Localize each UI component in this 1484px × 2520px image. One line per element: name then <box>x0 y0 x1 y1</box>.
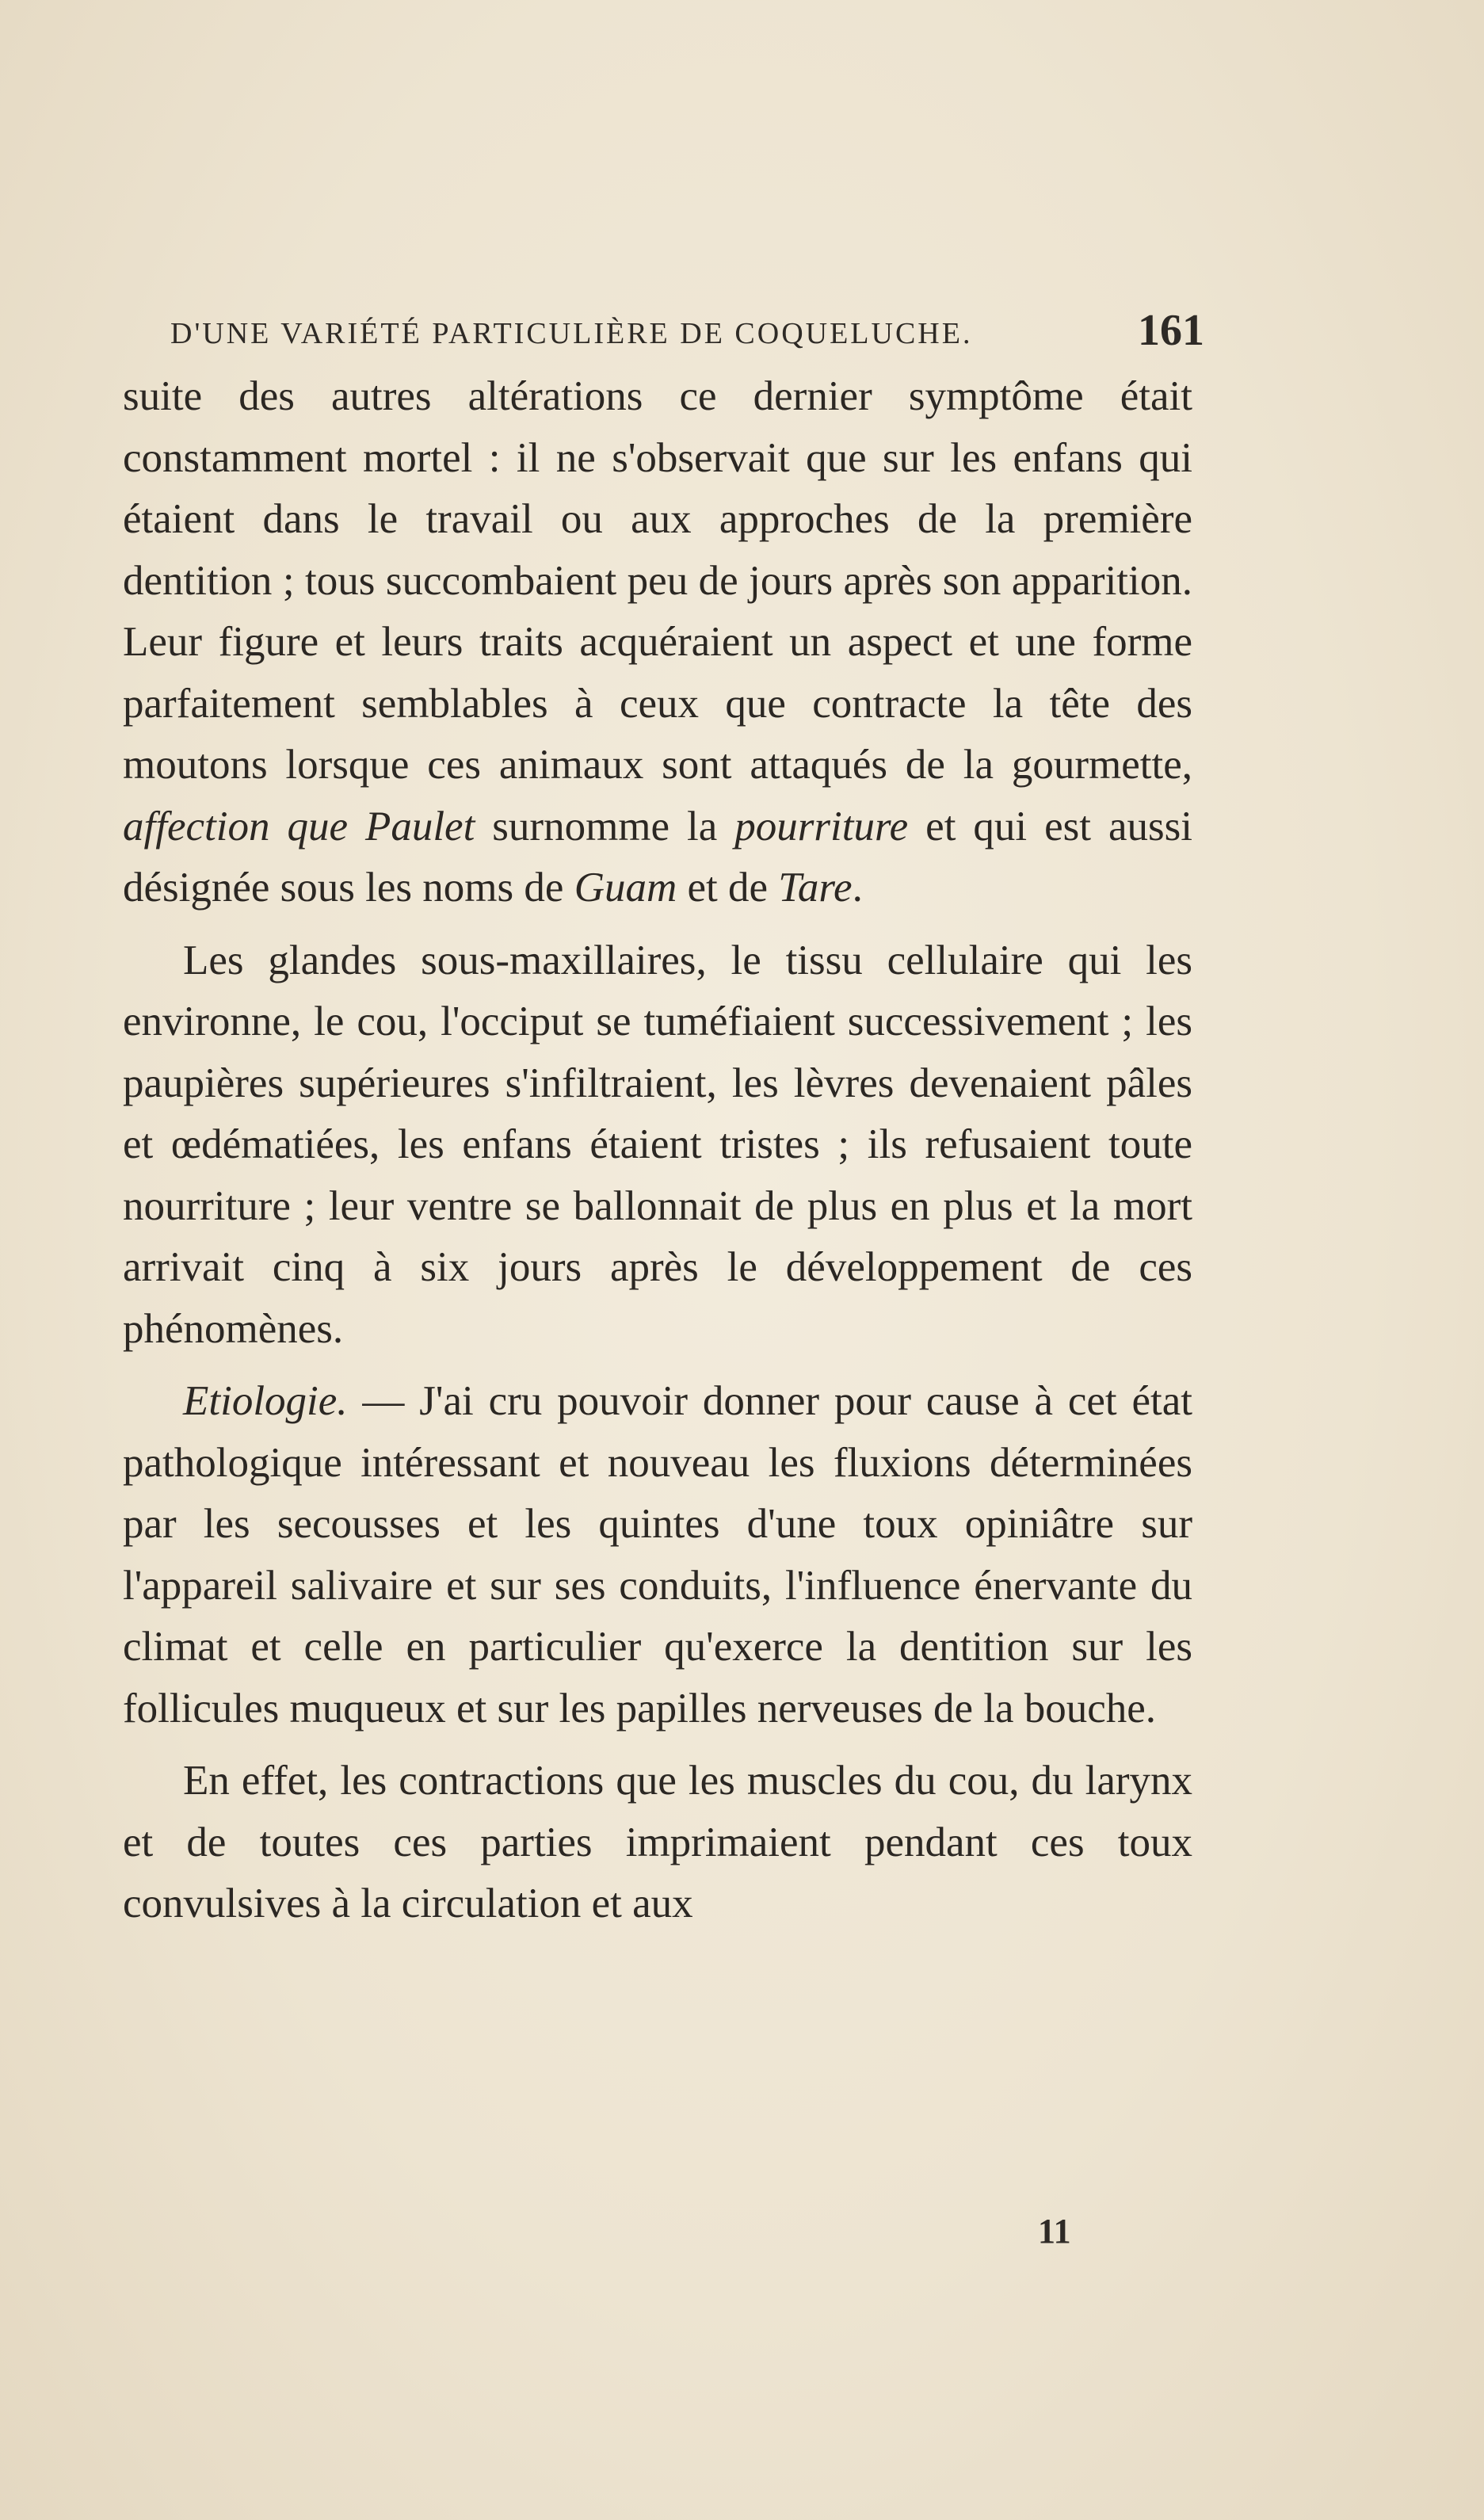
text-run: — J'ai cru pouvoir donner pour cause à cet état pathologique intéressant et nouveau les fluxions déterminées par les secousses et les quintes d'une toux opiniâtre sur l'appareil salivaire et sur ses conduits, l'influence énervante du climat et celle en particulier qu'exerce la dentition sur les follicules muqueux et sur les papilles nerveuses de la bouche. <box>123 1378 1192 1732</box>
text-run: et qui est aussi désignée sous les noms de <box>123 803 1193 911</box>
running-head: D'UNE VARIÉTÉ PARTICULIÈRE DE COQUELUCHE. <box>170 317 973 350</box>
page-header <box>170 305 1204 361</box>
text-run: suite des autres altérations ce dernier symptôme était constamment mortel : il ne s'observait que sur les enfans qui étaient dans le travail ou aux approches de la première dentition ; tous succombaient peu de jours après son apparition. Leur figure et leurs traits acquéraient un aspect et une forme parfaitement semblables à ceux que contracte la tête des moutons lorsque ces animaux sont attaqués de la gourmette, <box>123 373 1192 788</box>
italic-text: Etiologie. <box>183 1378 348 1424</box>
text-run: surnomme la <box>475 803 735 850</box>
text-run: . <box>852 865 863 911</box>
italic-text: Tare <box>778 865 853 911</box>
italic-text: pourriture <box>734 803 909 850</box>
paragraph <box>123 1371 1192 1739</box>
paragraph <box>123 1751 1192 1935</box>
paragraph <box>123 930 1192 1361</box>
page-number: 161 <box>1138 306 1204 355</box>
text-run: et de <box>677 865 779 911</box>
paragraph <box>123 366 1192 919</box>
text-run: Les glandes sous-maxillaires, le tissu cellulaire qui les environne, le cou, l'occiput se tuméfiaient successivement ; les paupières supérieures s'infiltraient, les lèvres devenaient pâles et œdématiées, les enfans étaient tristes ; ils refusaient toute nourriture ; leur ventre se ballonnait de plus en plus et la mort arrivait cinq à six jours après le développement de ces phénomènes. <box>123 937 1192 1352</box>
body-text <box>123 366 1192 1935</box>
signature-mark: 11 <box>1038 2212 1071 2251</box>
text-run: En effet, les contractions que les muscles du cou, du larynx et de toutes ces parties imprimaient pendant ces toux convulsives à la circulation et aux <box>123 1758 1192 1926</box>
italic-text: affection que Paulet <box>123 803 475 850</box>
italic-text: Guam <box>574 865 677 911</box>
